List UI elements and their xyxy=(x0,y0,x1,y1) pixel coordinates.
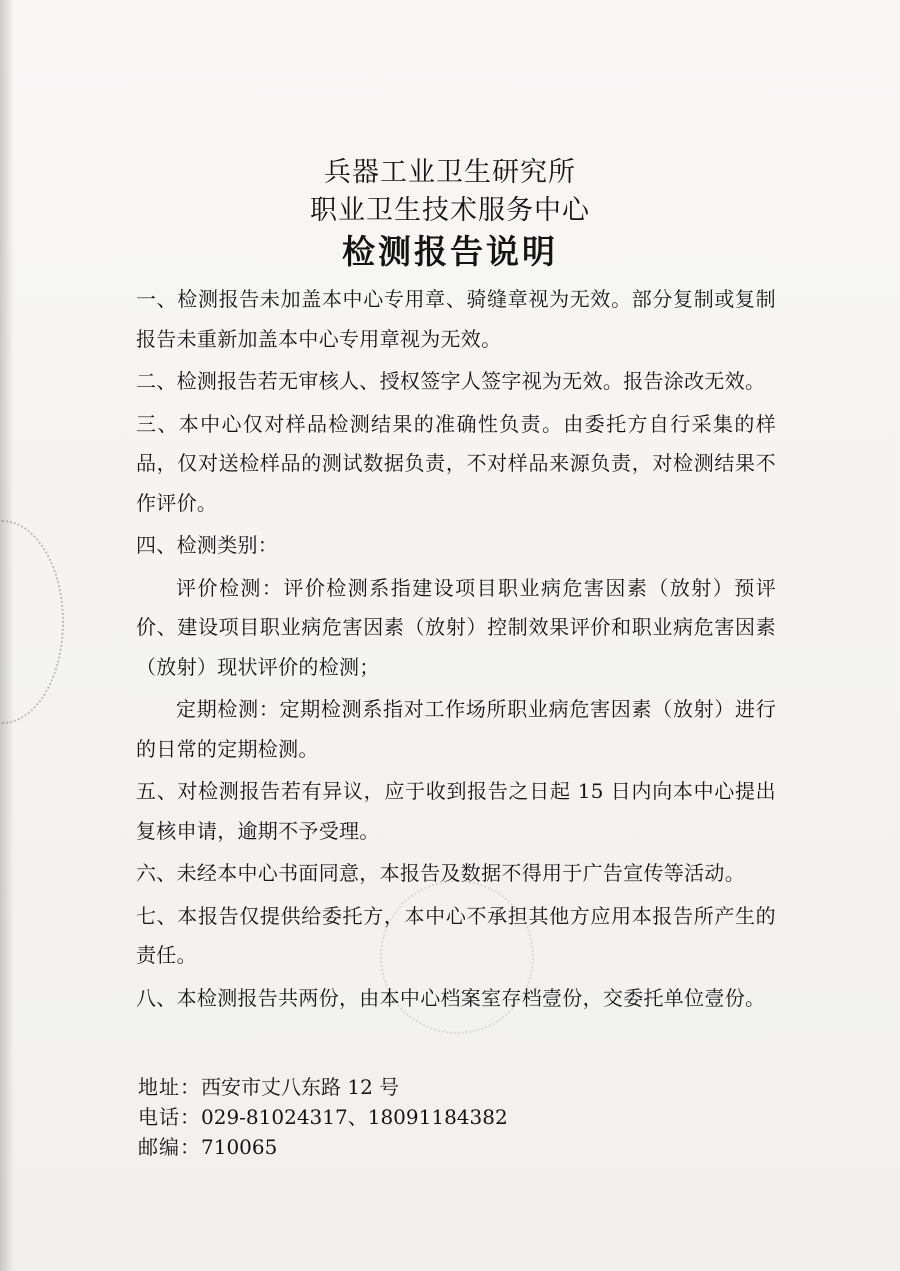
phone-line xyxy=(138,1102,508,1132)
postcode-line xyxy=(138,1132,508,1162)
address-value: 西安市丈八东路 12 号 xyxy=(201,1075,400,1099)
institute-name: 兵器工业卫生研究所 xyxy=(324,157,576,188)
notice-item-4-evaluation: 评价检测：评价检测系指建设项目职业病危害因素（放射）预评价、建设项目职业病危害因素（放射）控制效果评价和职业病危害因素（放射）现状评价的检测； xyxy=(136,575,776,679)
phone-label: 电话： xyxy=(138,1105,201,1129)
seam-seal-mark xyxy=(0,520,64,724)
notice-item-3: 三、本中心仅对样品检测结果的准确性负责。由委托方自行采集的样品，仅对送检样品的测试数据负责，不对样品来源负责，对检测结果不作评价。 xyxy=(136,411,776,515)
notice-item-7: 七、本报告仅提供给委托方，本中心不承担其他方应用本报告所产生的责任。 xyxy=(136,903,776,967)
phone-value: 029-81024317、18091184382 xyxy=(201,1105,508,1129)
notice-item-6: 六、未经本中心书面同意，本报告及数据不得用于广告宣传等活动。 xyxy=(136,861,745,885)
notice-item-4-periodic: 定期检测：定期检测系指对工作场所职业病危害因素（放射）进行的日常的定期检测。 xyxy=(136,697,776,761)
notice-item-2: 二、检测报告若无审核人、授权签字人签字视为无效。报告涂改无效。 xyxy=(136,369,766,393)
postcode-value: 710065 xyxy=(201,1135,278,1159)
notice-item-8: 八、本检测报告共两份，由本中心档案室存档壹份，交委托单位壹份。 xyxy=(136,985,766,1010)
address-line xyxy=(138,1072,508,1102)
notice-item-5: 五、对检测报告若有异议，应于收到报告之日起 15 日内向本中心提出复核申请，逾期不予受理。 xyxy=(136,779,776,843)
notice-body xyxy=(136,280,776,1021)
notice-item-1: 一、检测报告未加盖本中心专用章、骑缝章视为无效。部分复制或复制报告未重新加盖本中心专用章视为无效。 xyxy=(136,287,776,351)
address-label: 地址： xyxy=(138,1075,201,1099)
contact-block xyxy=(138,1072,508,1162)
notice-item-4: 四、检测类别： xyxy=(136,533,279,557)
postcode-label: 邮编： xyxy=(138,1135,201,1159)
page-title: 检测报告说明 xyxy=(342,232,558,271)
center-name: 职业卫生技术服务中心 xyxy=(310,195,590,226)
